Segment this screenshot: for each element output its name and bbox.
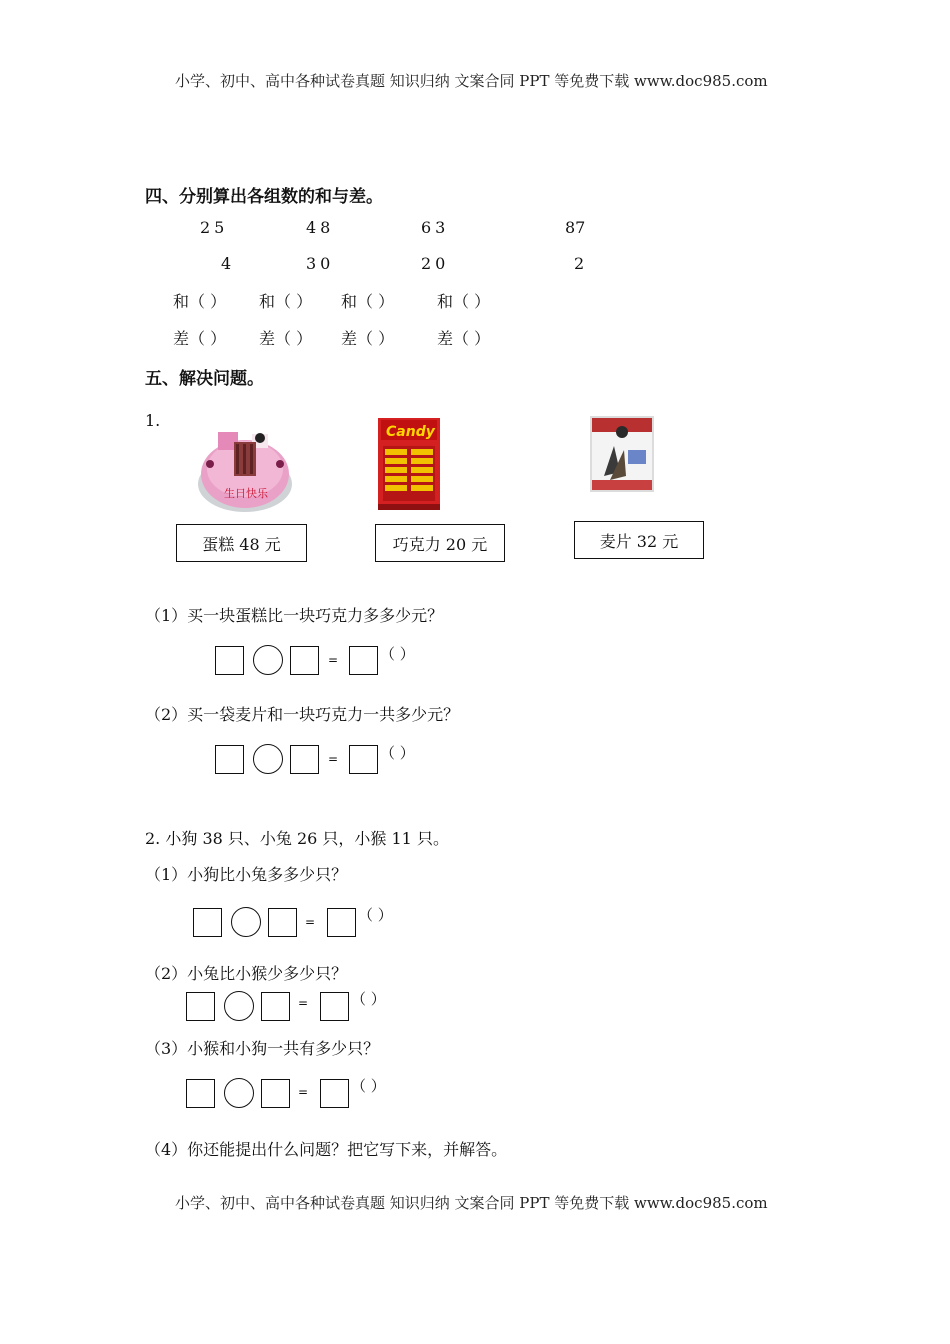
result-box[interactable] (349, 745, 378, 774)
cereal-bag-image (590, 416, 654, 492)
sum-blank[interactable]: 和（ ） (259, 292, 313, 311)
sum-blank[interactable]: 和（ ） (173, 292, 227, 311)
cake-price-box: 蛋糕 48 元 (176, 524, 307, 562)
equals-sign: = (305, 915, 316, 929)
problem-2-question-2: （2）小兔比小猴少多少只？ (145, 964, 348, 983)
unit-blank[interactable]: （ ） (358, 906, 393, 924)
operand-box[interactable] (215, 646, 244, 675)
operator-circle[interactable] (253, 744, 283, 774)
bottom-number: 30 (306, 254, 335, 273)
equals-sign: = (328, 653, 339, 667)
page-footer: 小学、初中、高中各种试卷真题 知识归纳 文案合同 PPT 等免费下载 www.doc985.com (175, 1194, 768, 1212)
operator-circle[interactable] (231, 907, 261, 937)
operator-circle[interactable] (253, 645, 283, 675)
bottom-number: 2 (574, 254, 585, 273)
top-number: 48 (306, 218, 335, 237)
problem-2-question-4: （4）你还能提出什么问题？把它写下来，并解答。 (145, 1140, 508, 1159)
problem-2-question-1: （1）小狗比小兔多多少只？ (145, 865, 348, 884)
bottom-number: 20 (421, 254, 450, 273)
chocolate-candy-image (378, 418, 440, 510)
operand-box[interactable] (268, 908, 297, 937)
cereal-price-box: 麦片 32 元 (574, 521, 704, 559)
sum-blank[interactable]: 和（ ） (341, 292, 395, 311)
section-4-title: 四、分别算出各组数的和与差。 (145, 187, 383, 207)
problem-2-statement: 2. 小狗 38 只、小兔 26 只，小猴 11 只。 (145, 829, 449, 848)
result-box[interactable] (327, 908, 356, 937)
operand-box[interactable] (290, 646, 319, 675)
birthday-cake-image (196, 424, 294, 514)
top-number: 63 (421, 218, 450, 237)
operand-box[interactable] (193, 908, 222, 937)
bottom-number: 4 (221, 254, 236, 273)
operand-box[interactable] (261, 992, 290, 1021)
svg-text:生日快乐: 生日快乐 (224, 487, 268, 500)
result-box[interactable] (349, 646, 378, 675)
unit-blank[interactable]: （ ） (351, 1077, 386, 1095)
problem-1-question-2: （2）买一袋麦片和一块巧克力一共多少元？ (145, 705, 460, 724)
sum-blank[interactable]: 和（ ） (437, 292, 491, 311)
top-number: 25 (200, 218, 229, 237)
difference-blank[interactable]: 差（ ） (259, 329, 313, 348)
unit-blank[interactable]: （ ） (380, 744, 415, 762)
operator-circle[interactable] (224, 991, 254, 1021)
operand-box[interactable] (215, 745, 244, 774)
problem-2-question-3: （3）小猴和小狗一共有多少只？ (145, 1039, 380, 1058)
section-5-title: 五、解决问题。 (145, 369, 264, 389)
difference-blank[interactable]: 差（ ） (437, 329, 491, 348)
page-header: 小学、初中、高中各种试卷真题 知识归纳 文案合同 PPT 等免费下载 www.doc985.com (175, 72, 768, 90)
result-box[interactable] (320, 992, 349, 1021)
svg-text:Candy: Candy (386, 424, 435, 440)
operand-box[interactable] (186, 1079, 215, 1108)
operator-circle[interactable] (224, 1078, 254, 1108)
unit-blank[interactable]: （ ） (380, 645, 415, 663)
operand-box[interactable] (186, 992, 215, 1021)
problem-1-question-1: （1）买一块蛋糕比一块巧克力多多少元？ (145, 606, 444, 625)
difference-blank[interactable]: 差（ ） (341, 329, 395, 348)
unit-blank[interactable]: （ ） (351, 990, 386, 1008)
operand-box[interactable] (261, 1079, 290, 1108)
top-number: 87 (565, 218, 586, 237)
operand-box[interactable] (290, 745, 319, 774)
equals-sign: = (328, 752, 339, 766)
result-box[interactable] (320, 1079, 349, 1108)
problem-1-number: 1. (145, 411, 161, 430)
equals-sign: = (298, 996, 309, 1010)
equals-sign: = (298, 1085, 309, 1099)
difference-blank[interactable]: 差（ ） (173, 329, 227, 348)
chocolate-price-box: 巧克力 20 元 (375, 524, 505, 562)
